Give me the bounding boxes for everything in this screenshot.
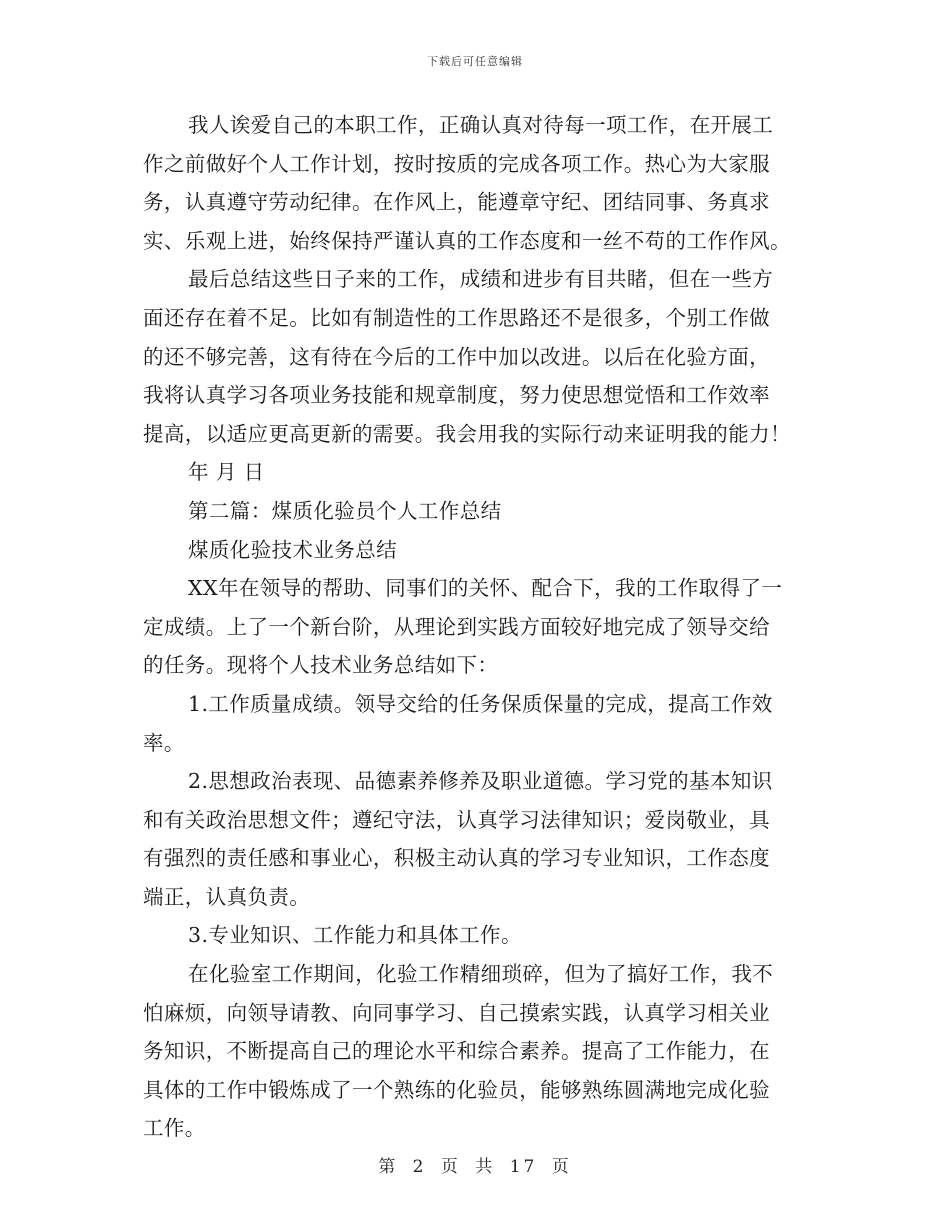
text-line: 面还存在着不足。比如有制造性的工作思路还不是很多，个别工作做 [143,305,770,330]
document-body [143,106,811,1148]
text-line: 我将认真学习各项业务技能和规章制度，努力使思想觉悟和工作效率 [143,383,770,408]
text-line: 作之前做好个人工作计划，按时按质的完成各项工作。热心为大家服 [143,151,770,176]
text-line: 和有关政治思想文件；遵纪守法，认真学习法律知识；爱岗敬业，具 [143,807,770,832]
text-line: 工作。 [143,1116,206,1141]
text-line: 提高，以适应更高更新的需要。我会用我的实际行动来证明我的能力！ [143,421,791,446]
text-line: 在化验室工作期间，化验工作精细琐碎，但为了搞好工作，我不 [188,962,774,987]
text-line: 的还不够完善，这有待在今后的工作中加以改进。以后在化验方面， [143,344,770,369]
text-line: 务知识，不断提高自己的理论水平和综合素养。提高了工作能力，在 [143,1039,770,1064]
text-line: 1.工作质量成绩。领导交给的任务保质保量的完成，提高工作效 [188,691,773,716]
text-line: 率。 [143,730,185,755]
page-header-note: 下载后可任意编辑 [427,55,523,68]
text-line: 最后总结这些日子来的工作，成绩和进步有目共睹，但在一些方 [188,267,774,292]
text-line: 我人诶爱自己的本职工作，正确认真对待每一项工作，在开展工 [188,113,774,137]
text-line: 实、乐观上进，始终保持严谨认真的工作态度和一丝不苟的工作作风。 [143,228,791,253]
text-line: 端正，认真负责。 [143,884,311,909]
text-line: 怕麻烦，向领导请教、向同事学习、自己摸索实践，认真学习相关业 [143,1000,770,1025]
text-line: 3.专业知识、工作能力和具体工作。 [188,923,522,948]
text-line: XX年在领导的帮助、同事们的关怀、配合下，我的工作取得了一 [188,576,783,601]
text-line: 务，认真遵守劳动纪律。在作风上，能遵章守纪、团结同事、务真求 [143,190,770,215]
page-number: 第 2 页 共 17 页 [378,1157,572,1177]
text-line: 定成绩。上了一个新台阶，从理论到实践方面较好地完成了领导交给 [143,614,770,639]
text-line: 年 月 日 [188,460,265,485]
text-line: 有强烈的责任感和事业心，积极主动认真的学习专业知识，工作态度 [143,846,770,871]
text-line: 第二篇：煤质化验员个人工作总结 [188,498,502,523]
text-line: 具体的工作中锻炼成了一个熟练的化验员，能够熟练圆满地完成化验 [143,1077,770,1102]
text-line: 煤质化验技术业务总结 [188,537,397,562]
text-line: 的任务。现将个人技术业务总结如下： [143,653,499,678]
text-line: 2.思想政治表现、品德素养修养及职业道德。学习党的基本知识 [188,769,773,794]
